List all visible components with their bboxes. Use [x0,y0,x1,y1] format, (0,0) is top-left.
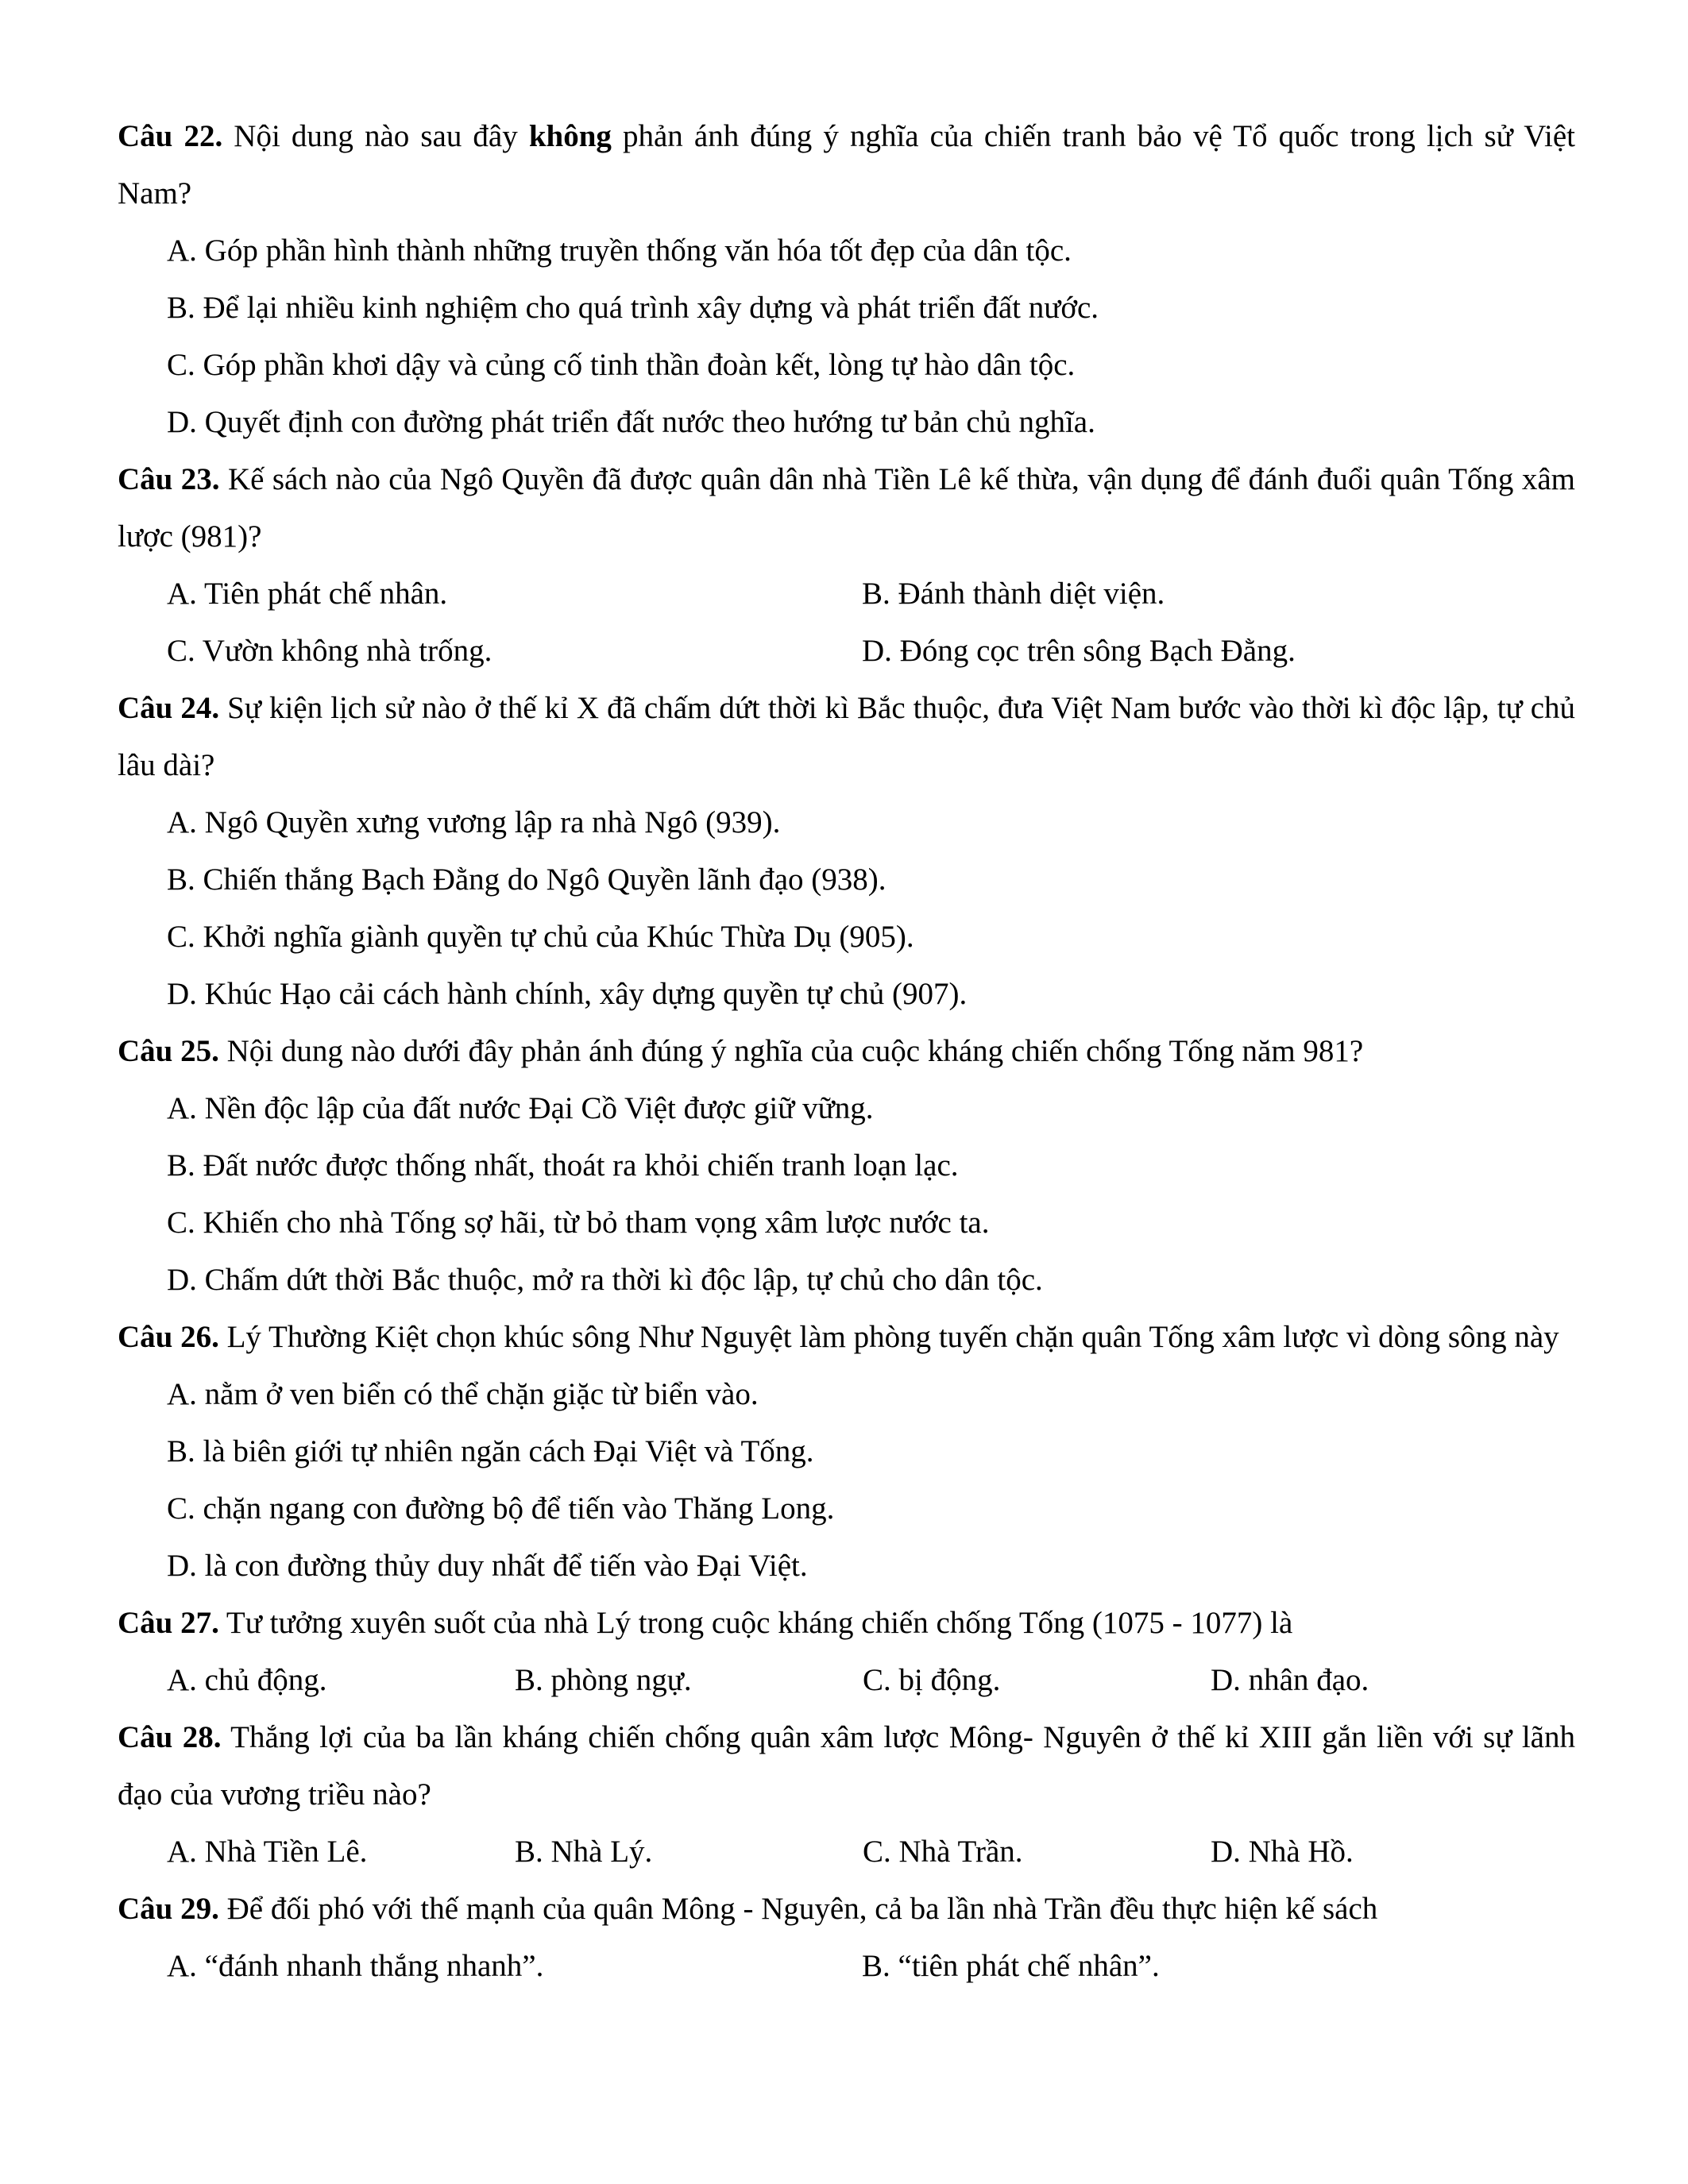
option-d: D. Đóng cọc trên sông Bạch Đằng. [862,634,1296,668]
option-d: D. là con đường thủy duy nhất để tiến vào Đại Việt. [167,1549,808,1583]
question-number: Câu 22. [118,119,223,153]
option-b: B. Nhà Lý. [515,1835,653,1869]
option-a: A. “đánh nhanh thắng nhanh”. [167,1949,544,1983]
question-number: Câu 28. [118,1720,222,1754]
option-b: B. Đất nước được thống nhất, thoát ra khỏi chiến tranh loạn lạc. [167,1148,959,1183]
option-d: D. Khúc Hạo cải cách hành chính, xây dựng quyền tự chủ (907). [167,977,968,1011]
option-a: A. Nhà Tiền Lê. [167,1835,368,1869]
question-22 [118,108,1575,222]
option-a: A. chủ động. [167,1663,327,1697]
question-text: Để đối phó với thế mạnh của quân Mông - Nguyên, cả ba lần nhà Trần đều thực hiện kế sách [218,1892,1378,1926]
option-c: C. Vườn không nhà trống. [167,634,492,668]
option-c: C. chặn ngang con đường bộ để tiến vào Thăng Long. [167,1491,835,1526]
question-29 [118,1881,1575,1938]
option-b: B. Để lại nhiều kinh nghiệm cho quá trình xây dựng và phát triển đất nước. [167,291,1099,325]
question-23 [118,451,1575,565]
option-b: B. là biên giới tự nhiên ngăn cách Đại Việt và Tống. [167,1434,814,1468]
option-a: A. Nền độc lập của đất nước Đại Cồ Việt được giữ vững. [167,1091,874,1125]
question-text: Lý Thường Kiệt chọn khúc sông Như Nguyệt làm phòng tuyến chặn quân Tống xâm lược vì dòng sông này [218,1320,1559,1354]
option-d: D. Nhà Hồ. [1211,1835,1354,1869]
option-d: D. Quyết định con đường phát triển đất nước theo hướng tư bản chủ nghĩa. [167,405,1095,439]
option-a: A. Ngô Quyền xưng vương lập ra nhà Ngô (939). [167,805,781,839]
option-a: A. Góp phần hình thành những truyền thống văn hóa tốt đẹp của dân tộc. [167,233,1072,268]
question-28 [118,1709,1575,1823]
option-c: C. Nhà Trần. [863,1835,1023,1869]
option-d: D. nhân đạo. [1211,1663,1369,1697]
option-c: C. Khởi nghĩa giành quyền tự chủ của Khúc Thừa Dụ (905). [167,920,914,954]
option-b: B. “tiên phát chế nhân”. [862,1949,1160,1983]
option-a: A. Tiên phát chế nhân. [167,577,448,611]
question-emphasis: không [528,119,612,153]
question-number: Câu 23. [118,462,220,496]
question-number: Câu 29. [118,1892,219,1926]
question-text: Thắng lợi của ba lần kháng chiến chống quân xâm lược Mông- Nguyên ở thế kỉ XIII gắn liền với sự lãnh đạo của vương triều nào? [118,1720,1575,1812]
option-b: B. Đánh thành diệt viện. [862,577,1165,611]
question-text: Nội dung nào sau đây [222,119,529,153]
option-c: C. Góp phần khơi dậy và củng cố tinh thần đoàn kết, lòng tự hào dân tộc. [167,348,1076,382]
options-row [118,623,1575,680]
options-row [118,1823,1575,1881]
options-row [118,1938,1575,1995]
option-a: A. nằm ở ven biển có thể chặn giặc từ biển vào. [167,1377,759,1411]
question-number: Câu 24. [118,691,220,725]
option-c: C. bị động. [863,1663,1001,1697]
option-b: B. Chiến thắng Bạch Đằng do Ngô Quyền lãnh đạo (938). [167,862,886,897]
question-24 [118,680,1575,794]
question-text: Kế sách nào của Ngô Quyền đã được quân dân nhà Tiền Lê kế thừa, vận dụng để đánh đuổi quân Tống xâm lược (981)? [118,462,1575,554]
question-26 [118,1309,1575,1366]
question-27 [118,1595,1575,1652]
question-number: Câu 26. [118,1320,219,1354]
option-b: B. phòng ngự. [515,1663,692,1697]
options-row [118,565,1575,623]
option-d: D. Chấm dứt thời Bắc thuộc, mở ra thời kì độc lập, tự chủ cho dân tộc. [167,1263,1043,1297]
question-text: Sự kiện lịch sử nào ở thế kỉ X đã chấm dứt thời kì Bắc thuộc, đưa Việt Nam bước vào thời kì độc lập, tự chủ lâu dài? [118,691,1575,782]
exam-page [118,108,1575,1995]
options-row [118,1652,1575,1709]
question-text: Tư tưởng xuyên suốt của nhà Lý trong cuộc kháng chiến chống Tống (1075 - 1077) là [218,1606,1293,1640]
option-c: C. Khiến cho nhà Tống sợ hãi, từ bỏ tham vọng xâm lược nước ta. [167,1206,990,1240]
question-number: Câu 25. [118,1034,219,1068]
question-25 [118,1023,1575,1080]
question-number: Câu 27. [118,1606,219,1640]
question-text: Nội dung nào dưới đây phản ánh đúng ý nghĩa của cuộc kháng chiến chống Tống năm 981? [218,1034,1364,1068]
question-text: phản ánh đúng ý nghĩa của chiến tranh bảo vệ Tổ quốc trong lịch sử Việt Nam? [118,119,1576,210]
